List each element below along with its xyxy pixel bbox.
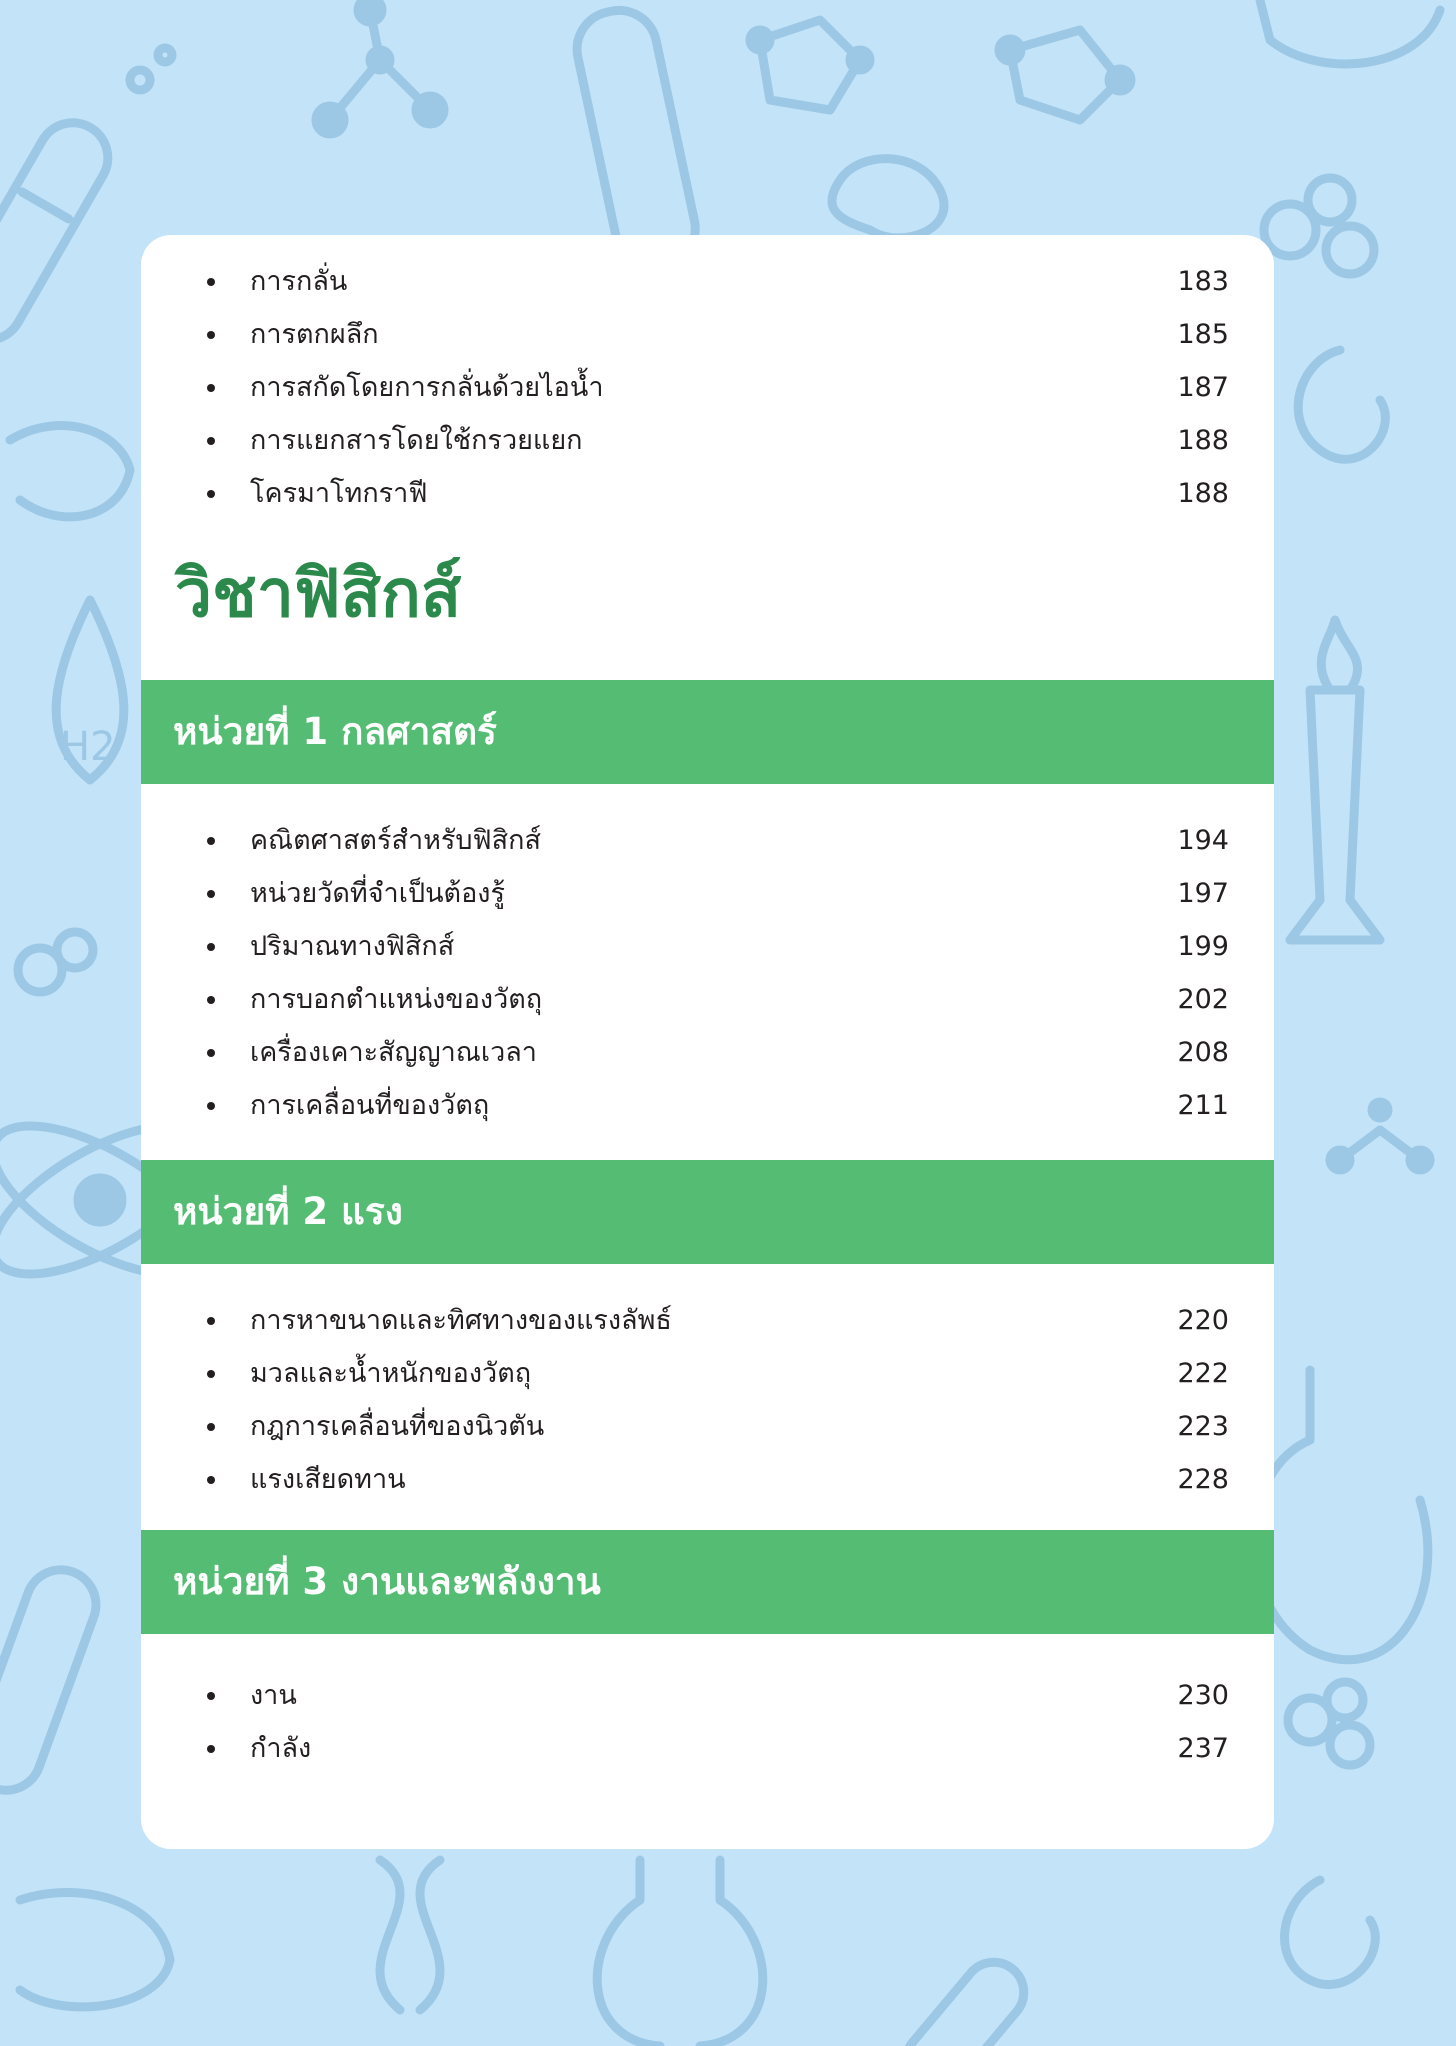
list-item[interactable] <box>141 414 1274 467</box>
spiral-icon <box>1298 350 1385 459</box>
bullet-icon <box>207 837 215 845</box>
bullet-icon <box>207 1692 215 1700</box>
item-page-number: 230 <box>1177 1680 1229 1711</box>
spiral-icon <box>1285 1880 1376 1985</box>
item-title: กำลัง <box>250 1733 312 1764</box>
bullet-icon <box>207 1476 215 1484</box>
list-item[interactable] <box>141 1722 1274 1775</box>
test-tube-icon <box>0 1560 106 1800</box>
item-title: แรงเสียดทาน <box>250 1464 406 1495</box>
unit-header-3 <box>141 1530 1274 1634</box>
list-item[interactable] <box>141 1079 1274 1132</box>
list-item[interactable] <box>141 308 1274 361</box>
item-title: การบอกตำแหน่งของวัตถุ <box>250 984 543 1015</box>
list-item[interactable] <box>141 1026 1274 1079</box>
toc-card <box>141 235 1274 1849</box>
unit-2-items-list <box>141 1294 1274 1506</box>
item-title: งาน <box>250 1680 297 1711</box>
list-item[interactable] <box>141 361 1274 414</box>
goggles-icon <box>20 1893 170 2007</box>
svg-text:H2: H2 <box>60 724 116 770</box>
bullet-icon <box>207 331 215 339</box>
bullet-icon <box>207 490 215 498</box>
flask-icon <box>1260 0 1440 64</box>
molecule-icon <box>750 20 1131 120</box>
water-drop-icon <box>56 600 124 780</box>
unit-title: หน่วยที่ 1 กลศาสตร์ <box>173 710 497 753</box>
bullet-icon <box>207 943 215 951</box>
unit-1-items-list <box>141 814 1274 1132</box>
item-page-number: 222 <box>1177 1358 1229 1389</box>
list-item[interactable] <box>141 920 1274 973</box>
unit-header-1 <box>141 680 1274 784</box>
list-item[interactable] <box>141 814 1274 867</box>
item-page-number: 194 <box>1177 825 1229 856</box>
item-title: การตกผลึก <box>250 319 379 350</box>
atoms-icon <box>1264 178 1374 274</box>
test-tube-icon <box>570 3 702 274</box>
test-tube-icon <box>894 1950 1036 2046</box>
list-item[interactable] <box>141 255 1274 308</box>
item-page-number: 202 <box>1177 984 1229 1015</box>
bullet-icon <box>207 1049 215 1057</box>
item-page-number: 208 <box>1177 1037 1229 1068</box>
list-item[interactable] <box>141 467 1274 520</box>
unit-header-2 <box>141 1160 1274 1264</box>
bullet-icon <box>207 1423 215 1431</box>
item-title: เครื่องเคาะสัญญาณเวลา <box>250 1037 537 1068</box>
unit-title: หน่วยที่ 3 งานและพลังงาน <box>173 1560 601 1603</box>
list-item[interactable] <box>141 973 1274 1026</box>
item-title: การกลั่น <box>250 266 348 297</box>
flask-icon <box>1254 1370 1428 1660</box>
item-title: การหาขนาดและทิศทางของแรงลัพธ์ <box>250 1305 672 1336</box>
molecule-icon <box>316 0 444 134</box>
bullet-icon <box>207 1745 215 1753</box>
item-page-number: 183 <box>1177 266 1229 297</box>
list-item[interactable] <box>141 1400 1274 1453</box>
molecule-icon <box>1330 1102 1430 1170</box>
bullet-icon <box>207 890 215 898</box>
bullet-icon <box>207 437 215 445</box>
item-title: โครมาโทกราฟี <box>250 478 428 509</box>
bullet-icon <box>207 996 215 1004</box>
goggles-icon <box>10 426 130 517</box>
item-title: ปริมาณทางฟิสิกส์ <box>250 931 455 962</box>
bubble-icon <box>130 70 150 90</box>
item-title: มวลและน้ำหนักของวัตถุ <box>250 1358 532 1389</box>
item-page-number: 199 <box>1177 931 1229 962</box>
list-item[interactable] <box>141 1294 1274 1347</box>
list-item[interactable] <box>141 867 1274 920</box>
item-page-number: 223 <box>1177 1411 1229 1442</box>
item-page-number: 220 <box>1177 1305 1229 1336</box>
unit-title: หน่วยที่ 2 แรง <box>173 1190 403 1233</box>
list-item[interactable] <box>141 1453 1274 1506</box>
bullet-icon <box>207 1370 215 1378</box>
item-page-number: 185 <box>1177 319 1229 350</box>
list-item[interactable] <box>141 1669 1274 1722</box>
item-page-number: 188 <box>1177 478 1229 509</box>
subject-title: วิชาฟิสิกส์ <box>175 555 462 632</box>
item-page-number: 188 <box>1177 425 1229 456</box>
item-title: การเคลื่อนที่ของวัตถุ <box>250 1090 490 1121</box>
item-title: กฎการเคลื่อนที่ของนิวตัน <box>250 1411 545 1442</box>
list-item[interactable] <box>141 1347 1274 1400</box>
item-page-number: 228 <box>1177 1464 1229 1495</box>
flask-icon <box>597 1860 763 2046</box>
dna-icon <box>380 1860 440 2010</box>
blob-icon <box>832 159 944 238</box>
burner-icon <box>1290 620 1380 940</box>
item-title: คณิตศาสตร์สำหรับฟิสิกส์ <box>250 825 541 856</box>
unit-3-items-list <box>141 1669 1274 1775</box>
item-page-number: 211 <box>1177 1090 1229 1121</box>
item-title: หน่วยวัดที่จำเป็นต้องรู้ <box>250 878 505 909</box>
bullet-icon <box>207 384 215 392</box>
bullet-icon <box>207 1317 215 1325</box>
bullet-icon <box>207 278 215 286</box>
atoms-icon <box>1288 1682 1370 1765</box>
item-page-number: 237 <box>1177 1733 1229 1764</box>
item-page-number: 187 <box>1177 372 1229 403</box>
bullet-icon <box>207 1102 215 1110</box>
item-title: การสกัดโดยการกลั่นด้วยไอน้ำ <box>250 372 604 403</box>
continued-items-list <box>141 255 1274 520</box>
atoms-icon <box>18 932 93 992</box>
item-page-number: 197 <box>1177 878 1229 909</box>
item-title: การแยกสารโดยใช้กรวยแยก <box>250 425 583 456</box>
test-tube-icon <box>0 110 121 353</box>
